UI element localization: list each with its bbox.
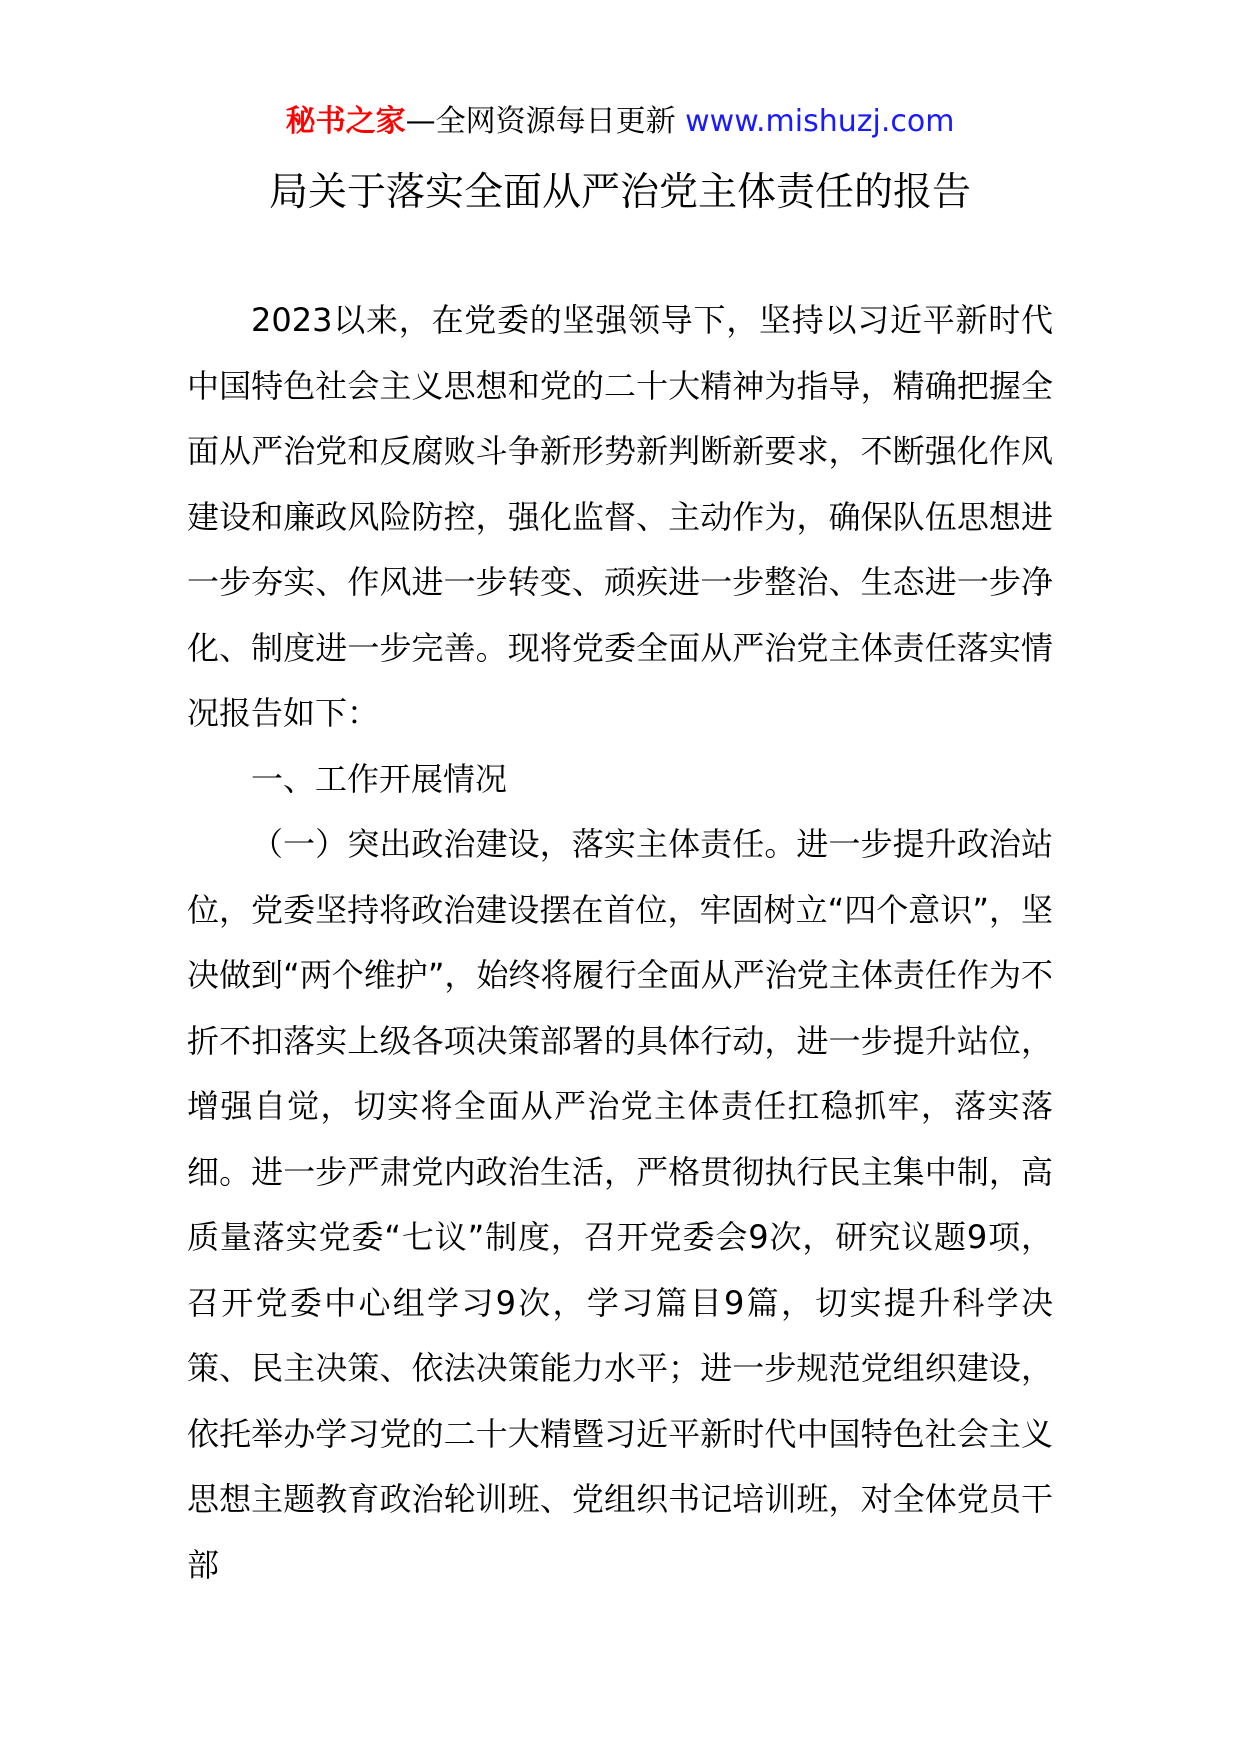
document-body	[187, 288, 1053, 1598]
subsection-paragraph: （一）突出政治建设，落实主体责任。进一步提升政治站位，党委坚持将政治建设摆在首位，牢固树立“四个意识”，坚决做到“两个维护”，始终将履行全面从严治党主体责任作为不折不扣落实上级各项决策部署的具体行动，进一步提升站位，增强自觉，切实将全面从严治党主体责任扛稳抓牢，落实落细。进一步严肃党内政治生活，严格贯彻执行民主集中制，高质量落实党委“七议”制度，召开党委会9次，研究议题9项，召开党委中心组学习9次，学习篇目9篇，切实提升科学决策、民主决策、依法决策能力水平；进一步规范党组织建设，依托举办学习党的二十大精暨习近平新时代中国特色社会主义思想主题教育政治轮训班、党组织书记培训班，对全体党员干部	[187, 825, 1053, 1584]
intro-paragraph: 2023以来，在党委的坚强领导下，坚持以习近平新时代中国特色社会主义思想和党的二十大精神为指导，精确把握全面从严治党和反腐败斗争新形势新判断新要求，不断强化作风建设和廉政风险防控，强化监督、主动作为，确保队伍思想进一步夯实、作风进一步转变、顽疾进一步整治、生态进一步净化、制度进一步完善。现将党委全面从严治党主体责任落实情况报告如下：	[187, 301, 1053, 732]
banner-tagline: —全网资源每日更新	[405, 104, 686, 139]
section-heading: 一、工作开展情况	[251, 759, 508, 798]
brand-name: 秘书之家	[285, 104, 406, 139]
site-url-link[interactable]: www.mishuzj.com	[685, 104, 955, 139]
document-title: 局关于落实全面从严治党主体责任的报告	[268, 170, 971, 215]
site-banner	[0, 102, 1240, 142]
